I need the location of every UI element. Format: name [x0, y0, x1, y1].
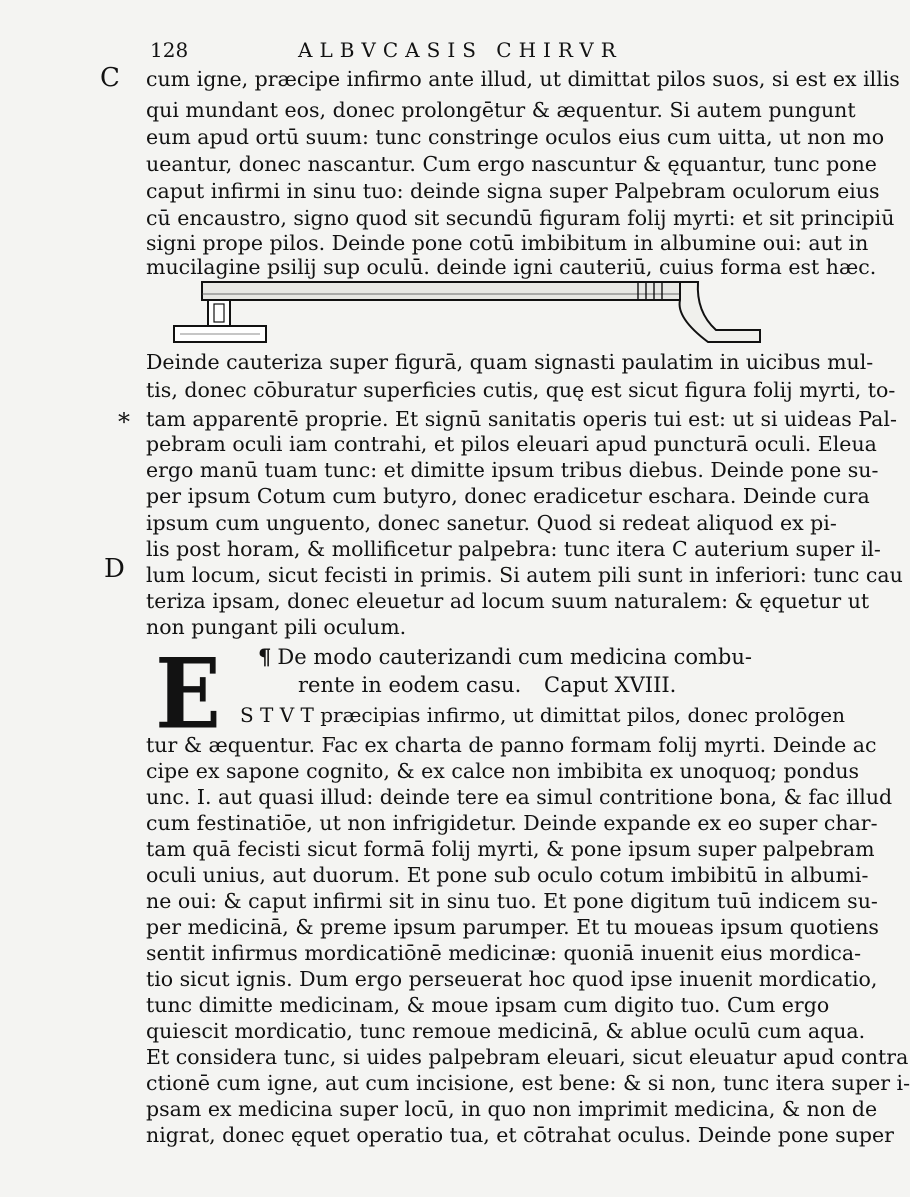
text-line: cum igne, præcipe infirmo ante illud, ut dimittat pilos suos, si est ex illis — [146, 67, 900, 91]
margin-letter-d: D — [104, 554, 125, 584]
chapter-first-line: S T V T præcipias infirmo, ut dimittat pilos, donec prolōgen — [240, 703, 845, 727]
text-line: tur & æquentur. Fac ex charta de panno formam folij myrti. Deinde ac — [146, 733, 877, 757]
drop-cap: E — [155, 638, 221, 752]
heading-line-1: De modo cauterizandi cum medicina combu- — [277, 645, 752, 669]
cautery-instrument-illustration — [168, 272, 768, 352]
text-line: unc. I. aut quasi illud: deinde tere ea simul contritione bona, & fac illud — [146, 785, 893, 809]
text-line: sentit infirmus mordicatiōnē medicinæ: quoniā inuenit eius mordica- — [146, 941, 862, 965]
running-title: ALBVCASIS CHIRVR — [298, 38, 623, 62]
text-line: teriza ipsam, donec eleuetur ad locum suum naturalem: & ęquetur ut — [146, 589, 870, 613]
text-line: quiescit mordicatio, tunc remoue medicinā, & ablue oculū cum aqua. — [146, 1019, 866, 1043]
text-line: tis, donec cōburatur superficies cutis, quę est sicut figura folij myrti, to- — [146, 378, 896, 402]
text-line: ueantur, donec nascantur. Cum ergo nascuntur & ęquantur, tunc pone — [146, 152, 877, 176]
margin-letter-c: C — [100, 63, 120, 93]
margin-asterisk: * — [118, 408, 130, 436]
text-line: signi prope pilos. Deinde pone cotū imbibitum in albumine oui: aut in — [146, 231, 869, 255]
text-line: ergo manū tuam tunc: et dimitte ipsum tribus diebus. Deinde pone su- — [146, 458, 879, 482]
text-line: cū encaustro, signo quod sit secundū figuram folij myrti: et sit principiū — [146, 206, 895, 230]
text-line: cum festinatiōe, ut non infrigidetur. Deinde expande ex eo super char- — [146, 811, 878, 835]
text-line: tam quā fecisti sicut formā folij myrti, & pone ipsum super palpebram — [146, 837, 875, 861]
pilcrow-mark: ¶ — [258, 644, 272, 669]
text-line: tam apparentē proprie. Et signū sanitatis operis tui est: ut si uideas Pal- — [146, 407, 897, 431]
chapter-number: Caput XVIII. — [544, 673, 677, 697]
text-line: non pungant pili oculum. — [146, 615, 407, 639]
text-line: caput infirmi in sinu tuo: deinde signa super Palpebram oculorum eius — [146, 179, 880, 203]
text-line: cipe ex sapone cognito, & ex calce non imbibita ex unoquoq; pondus — [146, 759, 860, 783]
text-line: lum locum, sicut fecisti in primis. Si autem pili sunt in inferiori: tunc cau — [146, 563, 903, 587]
text-line: ne oui: & caput infirmi sit in sinu tuo. Et pone digitum tuū indicem su- — [146, 889, 878, 913]
chapter-heading — [258, 644, 752, 669]
text-line: per ipsum Cotum cum butyro, donec eradicetur eschara. Deinde cura — [146, 484, 870, 508]
text-line: tio sicut ignis. Dum ergo perseuerat hoc quod ipse inuenit mordicatio, — [146, 967, 878, 991]
running-header — [150, 38, 780, 64]
text-line: ctionē cum igne, aut cum incisione, est bene: & si non, tunc itera super i- — [146, 1071, 910, 1095]
text-line: tunc dimitte medicinam, & moue ipsam cum digito tuo. Cum ergo — [146, 993, 830, 1017]
page-number: 128 — [150, 38, 189, 62]
text-line: ipsum cum unguento, donec sanetur. Quod si redeat aliquod ex pi- — [146, 511, 837, 535]
text-line: psam ex medicina super locū, in quo non imprimit medicina, & non de — [146, 1097, 878, 1121]
text-line: lis post horam, & mollificetur palpebra: tunc itera C auterium super il- — [146, 537, 881, 561]
text-line: nigrat, donec ęquet operatio tua, et cōtrahat oculus. Deinde pone super — [146, 1123, 894, 1147]
heading-line-2: rente in eodem casu. — [298, 673, 522, 697]
text-line: eum apud ortū suum: tunc constringe oculos eius cum uitta, ut non mo — [146, 125, 885, 149]
text-line: oculi unius, aut duorum. Et pone sub oculo cotum imbibitū in albumi- — [146, 863, 869, 887]
text-line: mucilagine psilij sup oculū. deinde igni cauteriū, cuius forma est hæc. — [146, 255, 877, 279]
text-line: pebram oculi iam contrahi, et pilos eleuari apud puncturā oculi. Eleua — [146, 432, 877, 456]
text-line: Deinde cauteriza super figurā, quam signasti paulatim in uicibus mul- — [146, 350, 874, 374]
text-line: qui mundant eos, donec prolongētur & æquentur. Si autem pungunt — [146, 98, 856, 122]
text-line: Et considera tunc, si uides palpebram eleuari, sicut eleuatur apud contra — [146, 1045, 909, 1069]
text-line: per medicinā, & preme ipsum parumper. Et tu moueas ipsum quotiens — [146, 915, 879, 939]
